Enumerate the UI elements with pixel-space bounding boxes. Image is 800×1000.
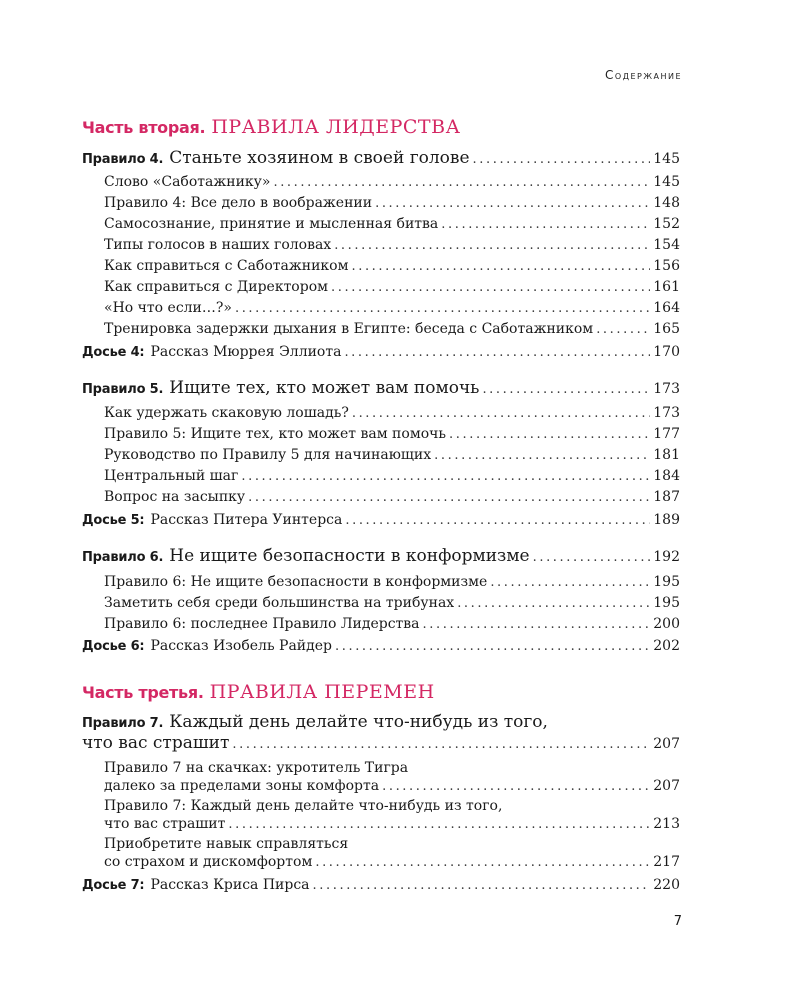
leader-dots — [241, 469, 650, 484]
page-number: 192 — [653, 549, 680, 565]
page-number: 207 — [653, 778, 680, 794]
page-number: 177 — [653, 426, 680, 442]
item-title: «Но что если…?» — [104, 300, 232, 316]
leader-dots — [315, 855, 650, 870]
toc-item[interactable] — [104, 595, 680, 611]
leader-dots — [533, 550, 651, 565]
page-number: 189 — [653, 512, 680, 528]
toc-item-line1[interactable] — [104, 836, 348, 852]
leader-dots — [352, 406, 650, 421]
leader-dots — [232, 737, 650, 752]
leader-dots — [375, 196, 650, 211]
leader-dots — [334, 238, 650, 253]
leader-dots — [228, 817, 650, 832]
toc-item[interactable] — [104, 574, 680, 590]
page-number: 170 — [653, 344, 680, 360]
dossier-title: Рассказ Криса Пирса — [150, 877, 310, 893]
leader-dots — [473, 152, 651, 167]
rule-label: Правило 5. — [82, 382, 164, 397]
item-title-line2: далеко за пределами зоны комфорта — [104, 778, 380, 794]
item-title: Центральный шаг — [104, 468, 239, 484]
item-title: Правило 6: Не ищите безопасности в конформизме — [104, 574, 488, 590]
page-number: 148 — [653, 195, 680, 211]
item-title: Слово «Саботажнику» — [104, 174, 271, 190]
toc-item-line2[interactable] — [104, 816, 680, 832]
rule-title: Ищите тех, кто может вам помочь — [169, 378, 480, 398]
item-title: Как справиться с Директором — [104, 279, 329, 295]
leader-dots — [344, 345, 650, 360]
toc-item-line2[interactable] — [104, 854, 680, 870]
toc-rule-6[interactable] — [82, 546, 680, 566]
page-number: 164 — [653, 300, 680, 316]
rule-label: Правило 6. — [82, 550, 164, 565]
toc-item[interactable] — [104, 468, 680, 484]
part-name: ПРАВИЛА ПЕРЕМЕН — [209, 681, 435, 703]
leader-dots — [449, 427, 650, 442]
toc-dossier-7[interactable] — [82, 877, 680, 893]
page-folio: 7 — [673, 914, 682, 929]
leader-dots — [248, 490, 650, 505]
rule-title-line1: Каждый день делайте что-нибудь из того, — [169, 712, 548, 732]
item-title: Тренировка задержки дыхания в Египте: беседа с Саботажником — [104, 321, 594, 337]
leader-dots — [331, 280, 650, 295]
leader-dots — [273, 175, 650, 190]
toc-item[interactable] — [104, 426, 680, 442]
leader-dots — [441, 217, 650, 232]
toc-dossier-4[interactable] — [82, 344, 680, 360]
toc-item[interactable] — [104, 300, 680, 316]
item-title: Правило 4: Все дело в воображении — [104, 195, 373, 211]
page-number: 145 — [653, 174, 680, 190]
toc-item[interactable] — [104, 616, 680, 632]
toc-item[interactable] — [104, 447, 680, 463]
toc-item[interactable] — [104, 174, 680, 190]
page-number: 202 — [653, 638, 680, 654]
dossier-title: Рассказ Питера Уинтерса — [150, 512, 343, 528]
item-title-line1: Правило 7 на скачках: укротитель Тигра — [104, 760, 409, 776]
dossier-label: Досье 4: — [82, 345, 145, 360]
item-title: Типы голосов в наших головах — [104, 237, 332, 253]
toc-rule-7-line1[interactable] — [82, 712, 548, 732]
part-title-3 — [82, 681, 435, 703]
toc-item-line2[interactable] — [104, 778, 680, 794]
toc-item[interactable] — [104, 237, 680, 253]
item-title-line2: что вас страшит — [104, 816, 226, 832]
rule-label: Правило 4. — [82, 152, 164, 167]
leader-dots — [434, 448, 650, 463]
toc-rule-5[interactable] — [82, 378, 680, 398]
item-title: Правило 6: последнее Правило Лидерства — [104, 616, 420, 632]
dossier-label: Досье 5: — [82, 513, 145, 528]
toc-item[interactable] — [104, 279, 680, 295]
leader-dots — [345, 513, 650, 528]
dossier-title: Рассказ Мюррея Эллиота — [150, 344, 342, 360]
part-label: Часть вторая. — [82, 118, 206, 137]
part-name: ПРАВИЛА ЛИДЕРСТВА — [211, 116, 461, 138]
leader-dots — [351, 259, 650, 274]
toc-rule-4[interactable] — [82, 148, 680, 168]
leader-dots — [423, 617, 651, 632]
part-title-2 — [82, 116, 460, 138]
item-title: Как справиться с Саботажником — [104, 258, 349, 274]
toc-dossier-5[interactable] — [82, 512, 680, 528]
part-label: Часть третья. — [82, 683, 204, 702]
page-number: 152 — [653, 216, 680, 232]
toc-item[interactable] — [104, 216, 680, 232]
dossier-label: Досье 7: — [82, 878, 145, 893]
page-number: 181 — [653, 447, 680, 463]
item-title: Руководство по Правилу 5 для начинающих — [104, 447, 432, 463]
toc-item-line1[interactable] — [104, 760, 408, 776]
leader-dots — [490, 575, 650, 590]
toc-dossier-6[interactable] — [82, 638, 680, 654]
leader-dots — [235, 301, 650, 316]
page-number: 173 — [653, 381, 680, 397]
leader-dots — [335, 639, 650, 654]
toc-rule-7-line2[interactable] — [82, 733, 680, 753]
leader-dots — [382, 779, 650, 794]
page-number: 200 — [653, 616, 680, 632]
leader-dots — [457, 596, 650, 611]
toc-item[interactable] — [104, 258, 680, 274]
item-title-line2: со страхом и дискомфортом — [104, 854, 313, 870]
page-number: 207 — [653, 736, 680, 752]
page-number: 156 — [653, 258, 680, 274]
rule-label: Правило 7. — [82, 716, 164, 731]
toc-item-line1[interactable] — [104, 798, 502, 814]
leader-dots — [596, 322, 650, 337]
rule-title-line2: что вас страшит — [82, 733, 230, 753]
item-title: Вопрос на засыпку — [104, 489, 246, 505]
page-number: 220 — [653, 877, 680, 893]
toc-item[interactable] — [104, 195, 680, 211]
item-title: Самосознание, принятие и мысленная битва — [104, 216, 439, 232]
page-number: 217 — [653, 854, 680, 870]
page-number: 165 — [653, 321, 680, 337]
page-number: 187 — [653, 489, 680, 505]
running-head: Содержание — [605, 68, 682, 82]
rule-title: Станьте хозяином в своей голове — [169, 148, 470, 168]
dossier-title: Рассказ Изобель Райдер — [150, 638, 332, 654]
item-title: Как удержать скаковую лошадь? — [104, 405, 349, 421]
page-number: 195 — [653, 595, 680, 611]
page-number: 154 — [653, 237, 680, 253]
item-title: Заметить себя среди большинства на трибунах — [104, 595, 455, 611]
leader-dots — [313, 878, 651, 893]
page-number: 213 — [653, 816, 680, 832]
page-number: 161 — [653, 279, 680, 295]
dossier-label: Досье 6: — [82, 639, 145, 654]
rule-title: Не ищите безопасности в конформизме — [169, 546, 530, 566]
toc-item[interactable] — [104, 405, 680, 421]
page-number: 195 — [653, 574, 680, 590]
toc-item[interactable] — [104, 489, 680, 505]
page-number: 184 — [653, 468, 680, 484]
item-title-line1: Правило 7: Каждый день делайте что-нибудь из того, — [104, 798, 503, 814]
toc-item[interactable] — [104, 321, 680, 337]
leader-dots — [482, 382, 650, 397]
page-number: 145 — [653, 151, 680, 167]
page-number: 173 — [653, 405, 680, 421]
item-title: Правило 5: Ищите тех, кто может вам помочь — [104, 426, 447, 442]
item-title-line1: Приобретите навык справляться — [104, 836, 349, 852]
